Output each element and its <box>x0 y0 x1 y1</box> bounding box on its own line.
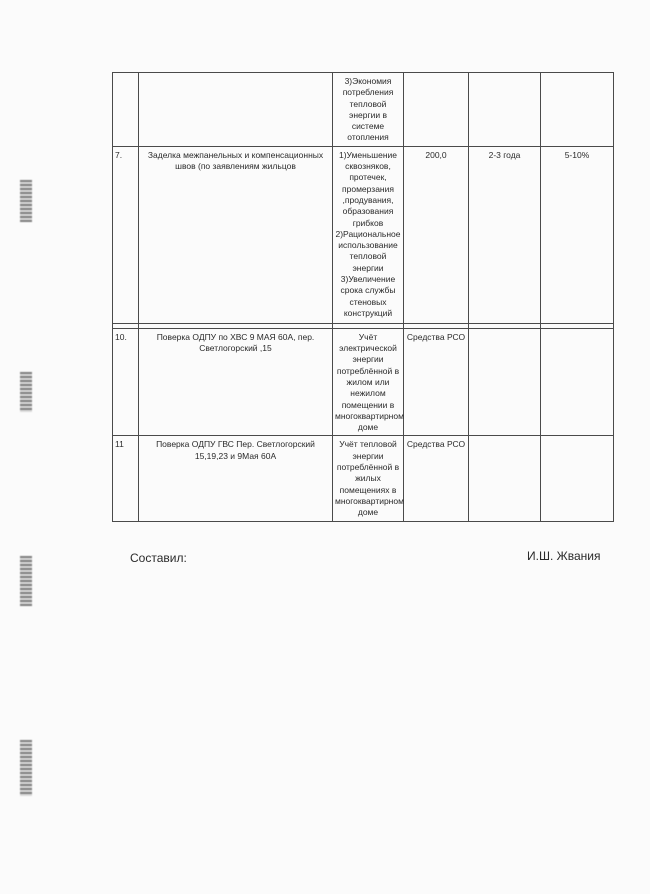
row-number <box>113 73 139 147</box>
expected-effect: Учёт тепловой энергии потреблённой в жилых помещениях в многоквартирном доме <box>333 436 404 522</box>
binder-hole-mark <box>20 740 32 796</box>
payback-period <box>469 328 541 436</box>
measures-table <box>112 72 614 522</box>
savings-percent <box>541 328 614 436</box>
work-description: Заделка межпанельных и компенсационных швов (по заявлениям жильцов <box>139 146 333 323</box>
table-row <box>113 146 614 323</box>
compiled-by-label: Составил: <box>130 551 187 565</box>
binder-hole-mark <box>20 556 32 606</box>
row-number: 10. <box>113 328 139 436</box>
work-description: Поверка ОДПУ ГВС Пер. Светлогорский 15,19,23 и 9Мая 60А <box>139 436 333 522</box>
binder-hole-mark <box>20 372 32 412</box>
cost-cell <box>404 73 469 147</box>
table-row <box>113 328 614 436</box>
work-description <box>139 73 333 147</box>
payback-period: 2-3 года <box>469 146 541 323</box>
row-number: 7. <box>113 146 139 323</box>
work-description: Поверка ОДПУ по ХВС 9 МАЯ 60А, пер. Светлогорский ,15 <box>139 328 333 436</box>
savings-percent <box>541 73 614 147</box>
cost-cell: 200,0 <box>404 146 469 323</box>
row-number: 11 <box>113 436 139 522</box>
expected-effect: Учёт электрической энергии потреблённой в жилом или нежилом помещении в многоквартирном доме <box>333 328 404 436</box>
expected-effect: 1)Уменьшение сквозняков, протечек, промерзания ,продувания, образования грибков 2)Рациональное использование тепловой энергии 3)Увеличение срока службы стеновых конструкций <box>333 146 404 323</box>
savings-percent: 5-10% <box>541 146 614 323</box>
table-row <box>113 73 614 147</box>
binder-hole-mark <box>20 180 32 222</box>
savings-percent <box>541 436 614 522</box>
cost-cell: Средства РСО <box>404 436 469 522</box>
expected-effect: 3)Экономия потребления тепловой энергии в системе отопления <box>333 73 404 147</box>
signatory-name: И.Ш. Жвания <box>527 549 601 563</box>
cost-cell: Средства РСО <box>404 328 469 436</box>
table-row <box>113 436 614 522</box>
payback-period <box>469 436 541 522</box>
payback-period <box>469 73 541 147</box>
